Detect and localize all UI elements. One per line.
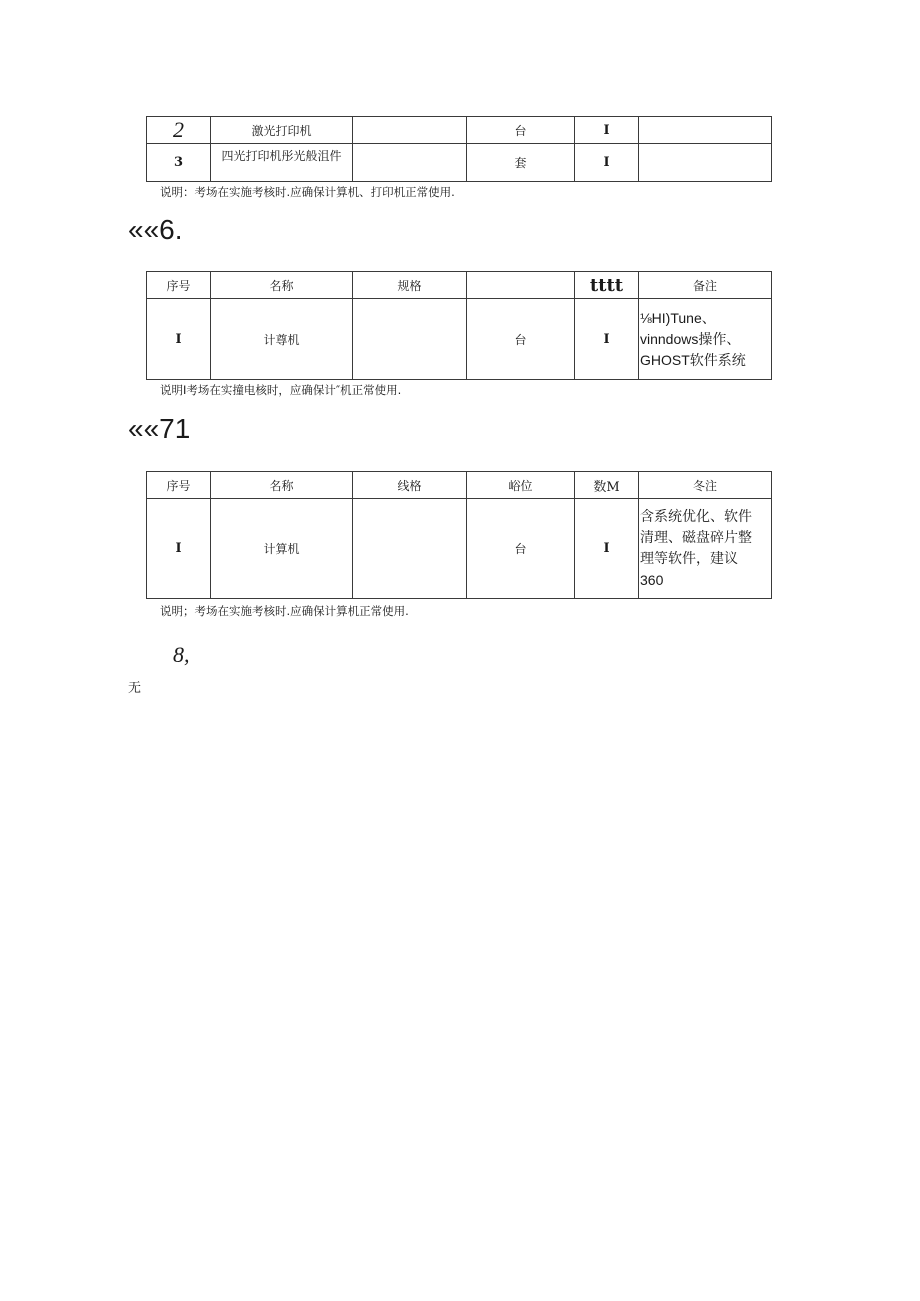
item-remark [639,499,772,599]
table-row [147,144,772,182]
equipment-table-1 [146,116,772,182]
header-qty: 数M [575,472,639,499]
table1-note: 说明：考场在实施考核时.应确保计算机、打印机正常使用. [160,185,455,199]
section-8-content: 无 [128,681,142,696]
table-header-row [147,272,772,299]
item-remark [639,117,772,144]
remark-line: GHOST软件系统 [640,351,746,368]
table-row [147,117,772,144]
item-spec [353,499,467,599]
row-number: 2 [147,117,211,144]
equipment-table-7 [146,471,772,599]
equipment-table-6 [146,271,772,380]
item-name: 计算机 [211,499,353,599]
item-qty: I [575,499,639,599]
row-number: 3 [147,144,211,182]
header-name: 名称 [211,472,353,499]
header-unit [467,272,575,299]
item-qty: I [575,299,639,380]
remark-line: 360 [640,571,664,588]
item-qty: I [575,144,639,182]
section6-note: 说明I考场在实撞电核时，应确保计″机正常使用. [160,383,402,397]
section7-note: 说明；考场在实施考核时.应确保计算机正常使用. [160,604,409,618]
item-name: 激光打印机 [211,117,353,144]
header-unit: 峪位 [467,472,575,499]
section-6-heading: ««6. [128,214,183,245]
item-spec [353,144,467,182]
item-remark [639,144,772,182]
item-name: 四光打印机彤光般沮件 [211,144,353,182]
header-remark: 冬注 [639,472,772,499]
row-number: I [147,299,211,380]
section-8-heading: 8, [173,642,190,667]
remark-line: 含系统优化、软件 [640,508,752,525]
item-spec [353,117,467,144]
header-no: 序号 [147,272,211,299]
remark-line: 理等软件，建议 [640,550,738,567]
remark-line: ⅛HI)Tune、 [640,309,716,326]
header-remark: 备注 [639,272,772,299]
item-unit: 套 [467,144,575,182]
remark-line: 清理、磁盘碎片整 [640,529,752,546]
item-unit: 台 [467,299,575,380]
item-unit: 台 [467,499,575,599]
table-row [147,299,772,380]
table-row [147,499,772,599]
item-name: 计尊机 [211,299,353,380]
table-header-row [147,472,772,499]
item-spec [353,299,467,380]
header-spec: 线格 [353,472,467,499]
header-no: 序号 [147,472,211,499]
header-qty: tttt [575,272,639,299]
item-remark [639,299,772,380]
section-7-heading: ««71 [128,413,191,444]
header-name: 名称 [211,272,353,299]
item-qty: I [575,117,639,144]
header-spec: 规格 [353,272,467,299]
item-unit: 台 [467,117,575,144]
row-number: I [147,499,211,599]
remark-line: vinndows操作、 [640,330,741,347]
